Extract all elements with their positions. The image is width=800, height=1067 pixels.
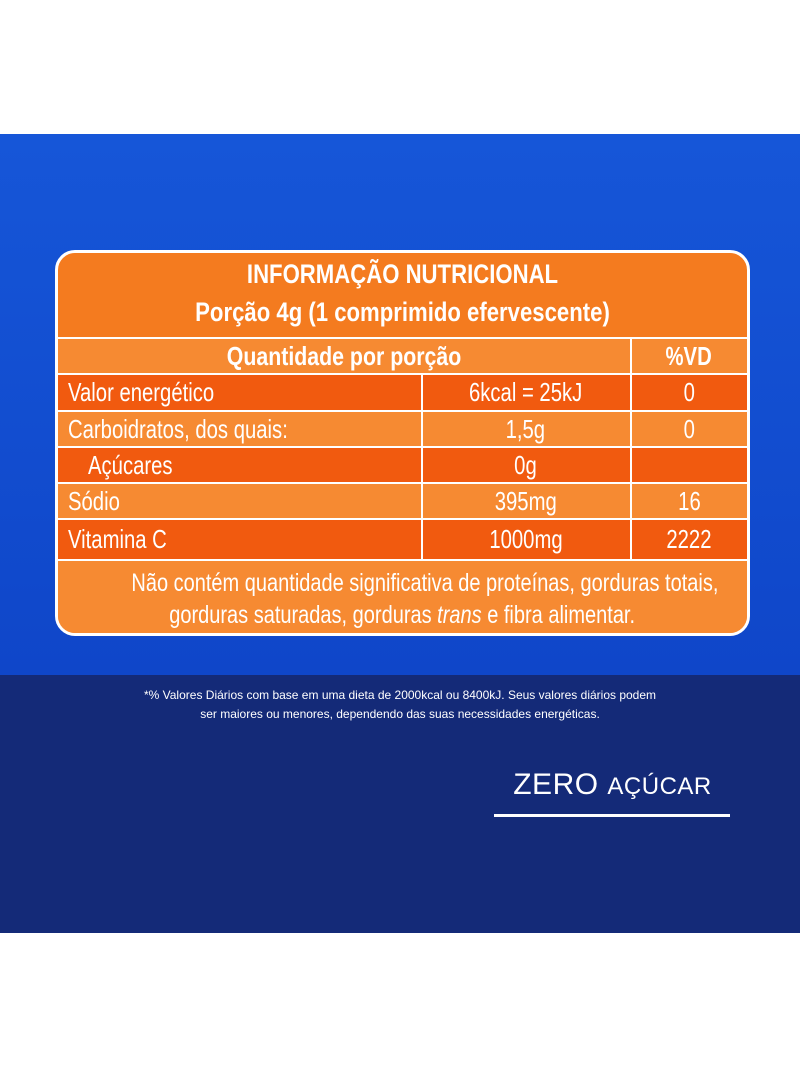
row-name: Vitamina C: [68, 524, 167, 554]
serving-size: Porção 4g (1 comprimido efervescente): [195, 297, 610, 327]
row-name: Carboidratos, dos quais:: [68, 413, 288, 444]
panel-title: INFORMAÇÃO NUTRICIONAL: [246, 259, 559, 289]
nutrition-note: [58, 559, 747, 636]
table-row: [58, 518, 747, 559]
table-row: [58, 410, 747, 446]
note-line-1: Não contém quantidade significativa de proteínas, gorduras totais,: [131, 569, 719, 597]
footnote-line-2: ser maiores ou menores, dependendo das suas necessidades energéticas.: [200, 707, 600, 721]
row-dv: 0: [683, 413, 695, 444]
table-row: [58, 373, 747, 410]
header-quantity: Quantidade por porção: [226, 340, 462, 371]
note-line-2: gorduras saturadas, gorduras trans e fibra alimentar.: [169, 601, 636, 629]
header-dv: %VD: [665, 340, 713, 371]
row-amount: 395mg: [494, 485, 557, 516]
row-name: Valor energético: [68, 377, 215, 407]
row-amount: 1000mg: [488, 524, 563, 554]
nutrition-facts-panel: [55, 250, 750, 636]
note-italic-trans: trans: [437, 601, 482, 629]
row-name: Sódio: [68, 485, 120, 516]
badge-word-zero: ZERO: [513, 768, 599, 801]
footnote: [0, 686, 800, 724]
row-amount: 1,5g: [505, 413, 546, 444]
zero-sugar-badge: [495, 768, 730, 802]
footnote-line-1: *% Valores Diários com base em uma dieta de 2000kcal ou 8400kJ. Seus valores diários podem: [143, 688, 657, 702]
row-dv: 2222: [666, 524, 712, 554]
row-dv: 0: [683, 377, 695, 407]
row-name: Açúcares: [88, 449, 173, 480]
table-row: [58, 482, 747, 518]
table-header-row: [58, 337, 747, 373]
row-dv: 16: [677, 485, 701, 516]
row-amount: 0g: [514, 449, 537, 480]
table-row: [58, 446, 747, 482]
row-dv: [631, 448, 747, 482]
badge-word-sugar: AÇÚCAR: [607, 773, 712, 800]
row-amount: 6kcal = 25kJ: [468, 377, 583, 407]
badge-underline: [494, 814, 730, 817]
